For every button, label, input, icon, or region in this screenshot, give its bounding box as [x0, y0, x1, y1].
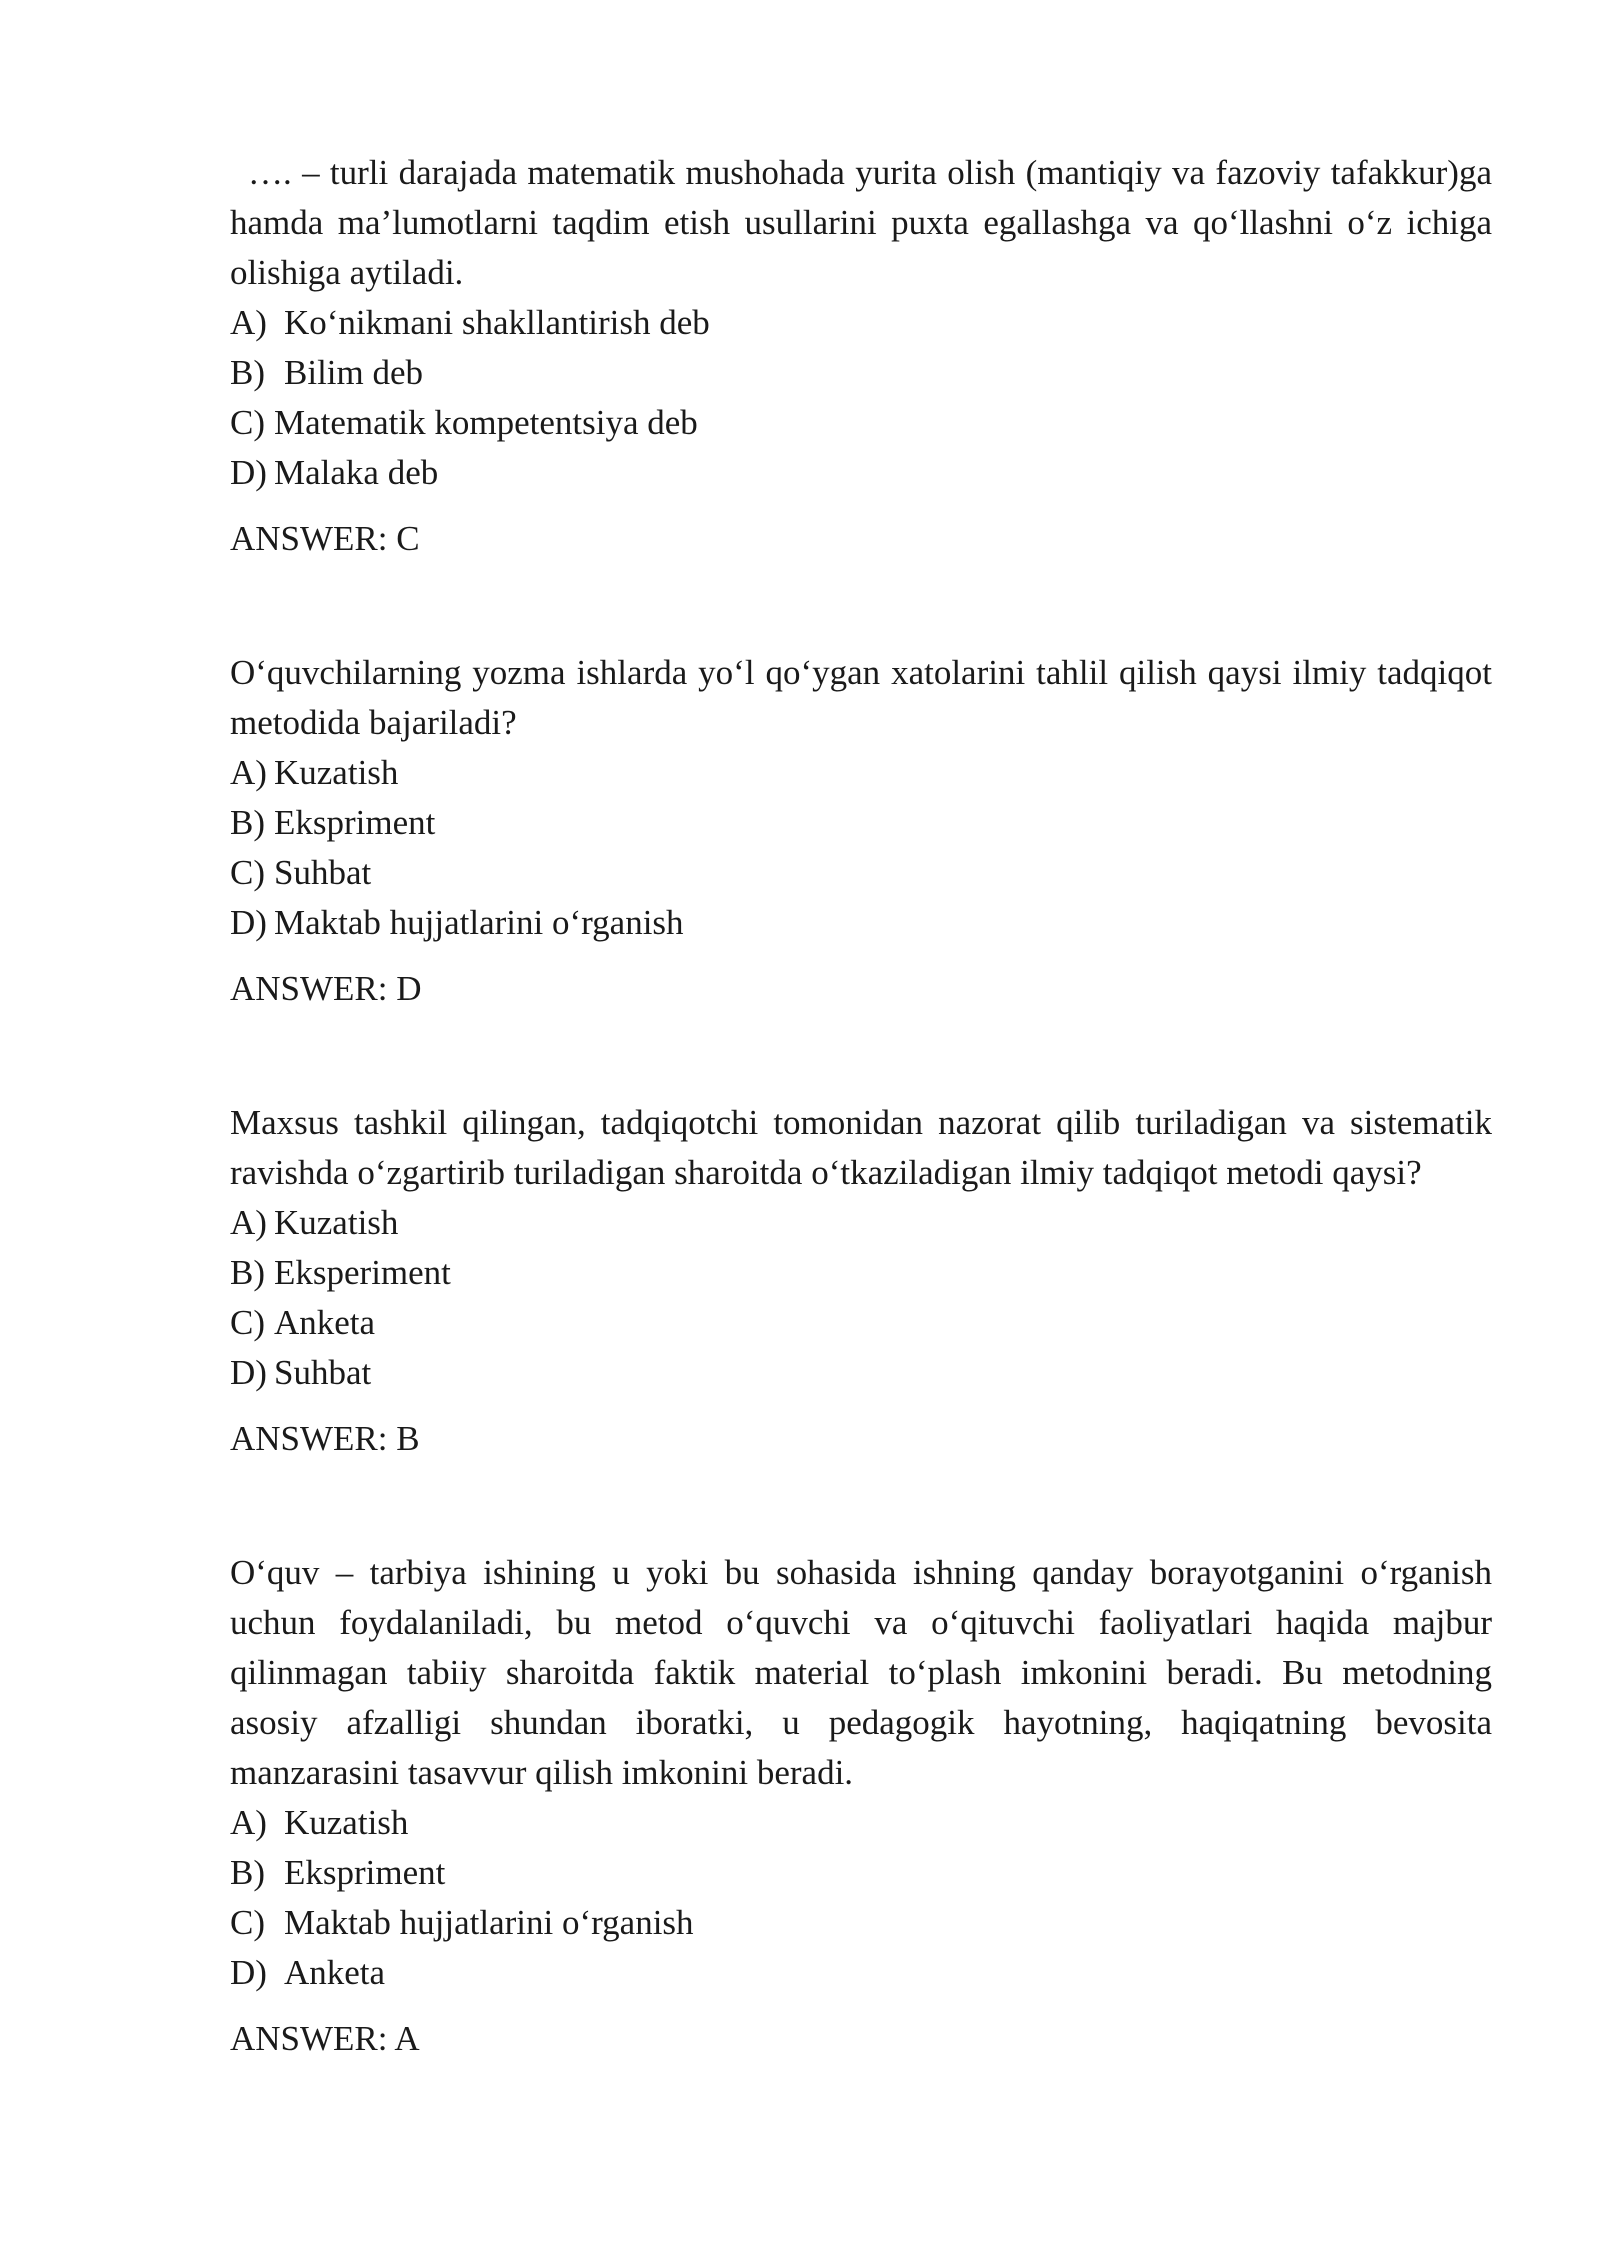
document-page: [230, 148, 1492, 2064]
options-list: [230, 298, 1492, 498]
option-a: [230, 1798, 1492, 1848]
option-text: Kuzatish: [274, 753, 399, 792]
option-c: [230, 848, 1492, 898]
option-d: [230, 898, 1492, 948]
option-letter: A): [230, 753, 267, 792]
option-text: Kuzatish: [274, 1203, 399, 1242]
option-letter: C): [230, 853, 265, 892]
option-a: [230, 1198, 1492, 1248]
option-letter: B): [230, 1853, 265, 1892]
option-letter: B): [230, 803, 265, 842]
answer-line: ANSWER: A: [230, 2019, 420, 2058]
options-list: [230, 1798, 1492, 1998]
question-text: O‘quv – tarbiya ishining u yoki bu sohasida ishning qanday borayotganini o‘rganish uchun foydalaniladi, bu metod o‘quvchi va o‘qituvchi faoliyatlari haqida majbur qilinmagan tabiiy sharoitda faktik material to‘plash imkonini beradi. Bu metodning asosiy afzalligi shundan iboratki, u pedagogik hayotning, haqiqatning bevosita manzarasini tasavvur qilish imkonini beradi.: [230, 1553, 1492, 1792]
question-1: [230, 148, 1492, 564]
question-3: [230, 1098, 1492, 1464]
option-d: [230, 1948, 1492, 1998]
option-letter: A): [230, 1203, 267, 1242]
option-text: Anketa: [274, 1303, 376, 1342]
option-text: Suhbat: [274, 853, 372, 892]
question-text: …. – turli darajada matematik mushohada yurita olish (mantiqiy va fazoviy tafakkur)ga hamda ma’lumotlarni taqdim etish usullarini puxta egallashga va qo‘llashni o‘z ichiga olishiga aytiladi.: [230, 153, 1492, 292]
question-text: Maxsus tashkil qilingan, tadqiqotchi tomonidan nazorat qilib turiladigan va sistematik ravishda o‘zgartirib turiladigan sharoitda o‘tkaziladigan ilmiy tadqiqot metodi qaysi?: [230, 1103, 1492, 1192]
option-text: Ekspriment: [274, 803, 436, 842]
answer-line: ANSWER: B: [230, 1419, 420, 1458]
spacer: [230, 1014, 1492, 1098]
option-letter: B): [230, 353, 265, 392]
answer-line: ANSWER: D: [230, 969, 422, 1008]
option-letter: A): [230, 1803, 267, 1842]
option-text: Anketa: [284, 1953, 386, 1992]
answer-line: ANSWER: C: [230, 519, 420, 558]
option-text: Eksperiment: [274, 1253, 451, 1292]
option-letter: D): [230, 1953, 267, 1992]
question-4: [230, 1548, 1492, 2064]
spacer: [230, 1464, 1492, 1548]
option-text: Kuzatish: [284, 1803, 409, 1842]
option-text: Suhbat: [274, 1353, 372, 1392]
option-letter: C): [230, 403, 265, 442]
option-text: Ekspriment: [284, 1853, 446, 1892]
option-b: [230, 1848, 1492, 1898]
options-list: [230, 748, 1492, 948]
option-text: Matematik kompetentsiya deb: [274, 403, 698, 442]
option-a: [230, 298, 1492, 348]
option-b: [230, 1248, 1492, 1298]
option-letter: D): [230, 903, 267, 942]
option-letter: A): [230, 303, 267, 342]
option-letter: B): [230, 1253, 265, 1292]
option-c: [230, 398, 1492, 448]
option-letter: C): [230, 1303, 265, 1342]
option-letter: D): [230, 1353, 267, 1392]
option-text: Maktab hujjatlarini o‘rganish: [274, 903, 684, 942]
question-2: [230, 648, 1492, 1014]
option-text: Maktab hujjatlarini o‘rganish: [284, 1903, 694, 1942]
spacer: [230, 564, 1492, 648]
option-b: [230, 348, 1492, 398]
option-a: [230, 748, 1492, 798]
question-text: O‘quvchilarning yozma ishlarda yo‘l qo‘ygan xatolarini tahlil qilish qaysi ilmiy tadqiqot metodida bajariladi?: [230, 653, 1492, 742]
option-text: Ko‘nikmani shakllantirish deb: [284, 303, 710, 342]
options-list: [230, 1198, 1492, 1398]
option-d: [230, 1348, 1492, 1398]
option-b: [230, 798, 1492, 848]
option-text: Malaka deb: [274, 453, 439, 492]
option-d: [230, 448, 1492, 498]
option-letter: C): [230, 1903, 265, 1942]
option-c: [230, 1298, 1492, 1348]
option-text: Bilim deb: [284, 353, 424, 392]
option-letter: D): [230, 453, 267, 492]
option-c: [230, 1898, 1492, 1948]
